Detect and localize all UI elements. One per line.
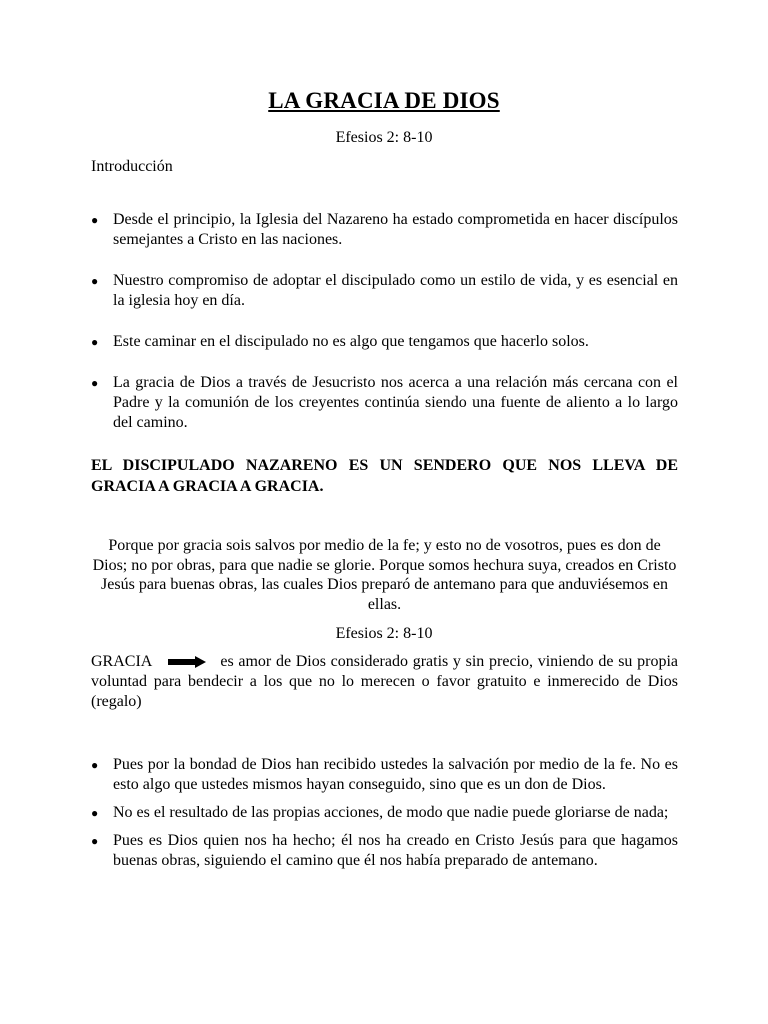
gracia-definition-paragraph [91,652,678,712]
list-item-text: Nuestro compromiso de adoptar el discipulado como un estilo de vida, y es esencial en la iglesia hoy en día. [113,272,678,309]
gracia-term: GRACIA [91,653,153,670]
list-item-text: Desde el principio, la Iglesia del Nazareno ha estado comprometida en hacer discípulos semejantes a Cristo en las naciones. [113,211,678,248]
closing-bullet-list [91,755,678,879]
list-item [91,755,678,795]
scripture-reference-bottom: Efesios 2: 8-10 [335,625,433,642]
list-item [91,332,678,352]
list-item-text: Este caminar en el discipulado no es algo que tengamos que hacerlo solos. [113,333,589,350]
intro-label: Introducción [91,158,173,175]
bullet-icon: ● [91,834,99,848]
list-item [91,803,678,823]
right-arrow-icon [168,654,206,666]
bullet-icon: ● [91,274,99,288]
list-item-text: La gracia de Dios a través de Jesucristo nos acerca a una relación más cercana con el Padre y la comunión de los creyentes continúa siendo una fuente de aliento a lo largo del camino. [113,374,678,431]
section-heading: EL DISCIPULADO NAZARENO ES UN SENDERO QUE NOS LLEVA DE GRACIA A GRACIA A GRACIA. [91,457,678,495]
bullet-icon: ● [91,806,99,820]
intro-bullet-list [91,210,678,454]
list-item [91,271,678,311]
bullet-icon: ● [91,335,99,349]
gracia-definition-text: es amor de Dios considerado gratis y sin precio, viniendo de su propia voluntad para bendecir a los que no lo merecen o favor gratuito e inmerecido de Dios (regalo) [91,653,678,710]
bullet-icon: ● [91,758,99,772]
scripture-quote: Porque por gracia sois salvos por medio de la fe; y esto no de vosotros, pues es don de Dios; no por obras, para que nadie se glorie. Porque somos hechura suya, creados en Cristo Jesús para buenas obras, las cuales Dios preparó de antemano para que anduviésemos en ellas. [92,537,677,613]
list-item-text: Pues es Dios quien nos ha hecho; él nos ha creado en Cristo Jesús para que hagamos buenas obras, siguiendo el camino que él nos había preparado de antemano. [113,832,678,869]
list-item [91,831,678,871]
bullet-icon: ● [91,213,99,227]
list-item-text: Pues por la bondad de Dios han recibido ustedes la salvación por medio de la fe. No es esto algo que ustedes mismos hayan conseguido, sino que es un don de Dios. [113,756,678,793]
scripture-reference-top: Efesios 2: 8-10 [335,129,433,146]
list-item [91,210,678,250]
bullet-icon: ● [91,376,99,390]
list-item [91,373,678,433]
page-title: LA GRACIA DE DIOS [268,88,500,113]
list-item-text: No es el resultado de las propias acciones, de modo que nadie puede gloriarse de nada; [113,804,669,821]
